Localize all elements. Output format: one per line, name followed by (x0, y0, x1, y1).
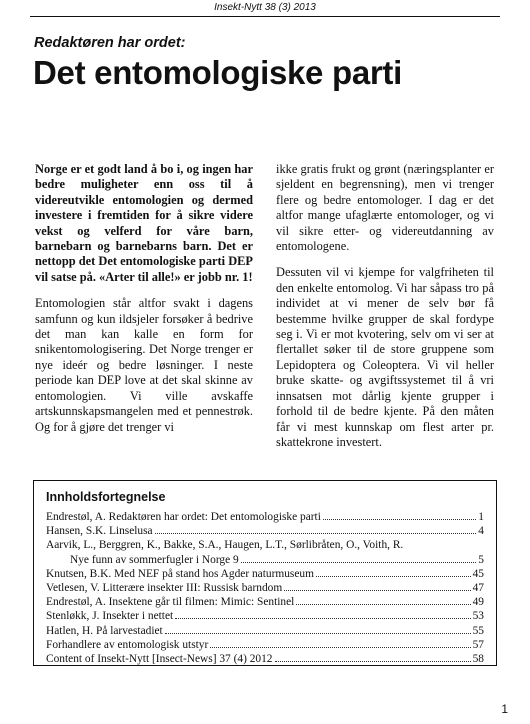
header-rule (30, 16, 500, 17)
toc-entry-text: Aarvik, L., Berggren, K., Bakke, S.A., Haugen, L.T., Sørlibråten, O., Voith, R. (46, 539, 404, 552)
dot-leader (316, 567, 471, 577)
table-of-contents (33, 480, 497, 666)
dot-leader (296, 595, 470, 605)
dot-leader (155, 524, 477, 534)
toc-entry-page: 4 (478, 525, 484, 538)
toc-entry-page: 55 (472, 624, 484, 637)
dot-leader (323, 510, 476, 520)
dot-leader (284, 581, 470, 591)
toc-entry-text: Nye funn av sommerfugler i Norge 9 (70, 553, 239, 566)
toc-entry-page: 5 (478, 553, 484, 566)
toc-entry-text: Forhandlere av entomologisk utstyr (46, 638, 209, 651)
dot-leader (165, 624, 471, 634)
toc-entry-page: 45 (472, 567, 484, 580)
toc-entry[interactable] (46, 524, 484, 538)
article-kicker: Redaktøren har ordet: (34, 35, 186, 51)
right-column (276, 162, 494, 461)
body-paragraph: Entomologien står altfor svakt i dagens samfunn og kun ildsjeler forsøker å bedrive det man kan kalle en form for snikentomologisering. Det Norge trenger er nye ideér og bedre løsninger. I neste periode kan DEP love at det skal skinne av entomologien. Vi ville avskaffe artskunnskapsmangelen med et pennestrøk. Og for å gjøre det trenger vi (35, 296, 253, 434)
toc-entry-page: 49 (472, 596, 484, 609)
toc-entry-page: 57 (472, 638, 484, 651)
left-column (35, 162, 253, 446)
toc-entry[interactable] (46, 624, 484, 638)
dot-leader (210, 638, 470, 648)
toc-entry[interactable] (46, 609, 484, 623)
toc-entry-page: 1 (478, 511, 484, 523)
running-head: Insekt-Nytt 38 (3) 2013 (214, 2, 316, 13)
toc-entry-text: Knutsen, B.K. Med NEF på stand hos Agder naturmuseum (46, 567, 314, 580)
toc-entry-page: 53 (472, 610, 484, 623)
toc-entry-text: Vetlesen, V. Litterære insekter III: Russisk barndom (46, 582, 283, 595)
body-paragraph: Dessuten vil vi kjempe for valgfriheten til den enkelte entomolog. Vi har såpass tro på individet at vi mener de selv bør få bestemme hvilke grupper de skal fordype seg i. Vi er mot kvotering, selv om vi ser at flertallet søker til de store gruppene som Lepidoptera og Coleoptera. Vi vil heller bruke skatte- og avgiftssystemet til å vri innsatsen mot dårlig kjente grupper i forhold til de bedre kjente. På den måten får vi mest kunnskap om flest arter pr. skattekrone investert. (276, 265, 494, 449)
toc-entry[interactable] (46, 581, 484, 595)
dot-leader (275, 652, 471, 662)
toc-entry-text: Hansen, S.K. Linselusa (46, 525, 153, 538)
toc-entry-text: Endrestøl, A. Insektene går til filmen: Mimic: Sentinel (46, 596, 295, 609)
page-number: 1 (501, 702, 508, 716)
toc-entry-page: 47 (472, 582, 484, 595)
toc-heading: Innholdsfortegnelse (46, 490, 166, 504)
toc-entry[interactable] (46, 510, 484, 524)
toc-entry[interactable] (46, 652, 484, 666)
dot-leader (175, 609, 470, 619)
lead-paragraph: Norge er et godt land å bo i, og ingen har bedre muligheter enn oss til å videreutvikle entomologien og dermed investere i fremtiden for å sikre videre vekst og velferd for våre barn, barnebarn og barnebarns barn. Det er nettopp det Det entomologiske parti DEP vil satse på. «Arter til alle!» er jobb nr. 1! (35, 162, 253, 284)
toc-entry[interactable] (46, 595, 484, 609)
toc-entry-text: Content of Insekt-Nytt [Insect-News] 37 (4) 2012 (46, 653, 273, 666)
toc-entry-page: 58 (472, 653, 484, 666)
body-paragraph: ikke gratis frukt og grønt (næringsplanter er sjeldent en begrensning), men vi trenger flere og bedre entomologer. I dag er det altfor mange ufaglærte entomologer, og vi vil sikre etter- og videreutdanning av entomologene. (276, 162, 494, 254)
toc-entry-text: Stenløkk, J. Insekter i nettet (46, 610, 174, 623)
toc-entry[interactable] (46, 638, 484, 652)
toc-entry[interactable] (46, 553, 484, 567)
dot-leader (241, 553, 477, 563)
toc-entry[interactable] (46, 567, 484, 581)
toc-entry-text: Hatlen, H. På larvestadiet (46, 624, 163, 637)
article-title: Det entomologiske parti (33, 54, 402, 91)
toc-entry-text: Endrestøl, A. Redaktøren har ordet: Det entomologiske parti (46, 511, 321, 523)
toc-entry-authors[interactable] (46, 538, 484, 552)
